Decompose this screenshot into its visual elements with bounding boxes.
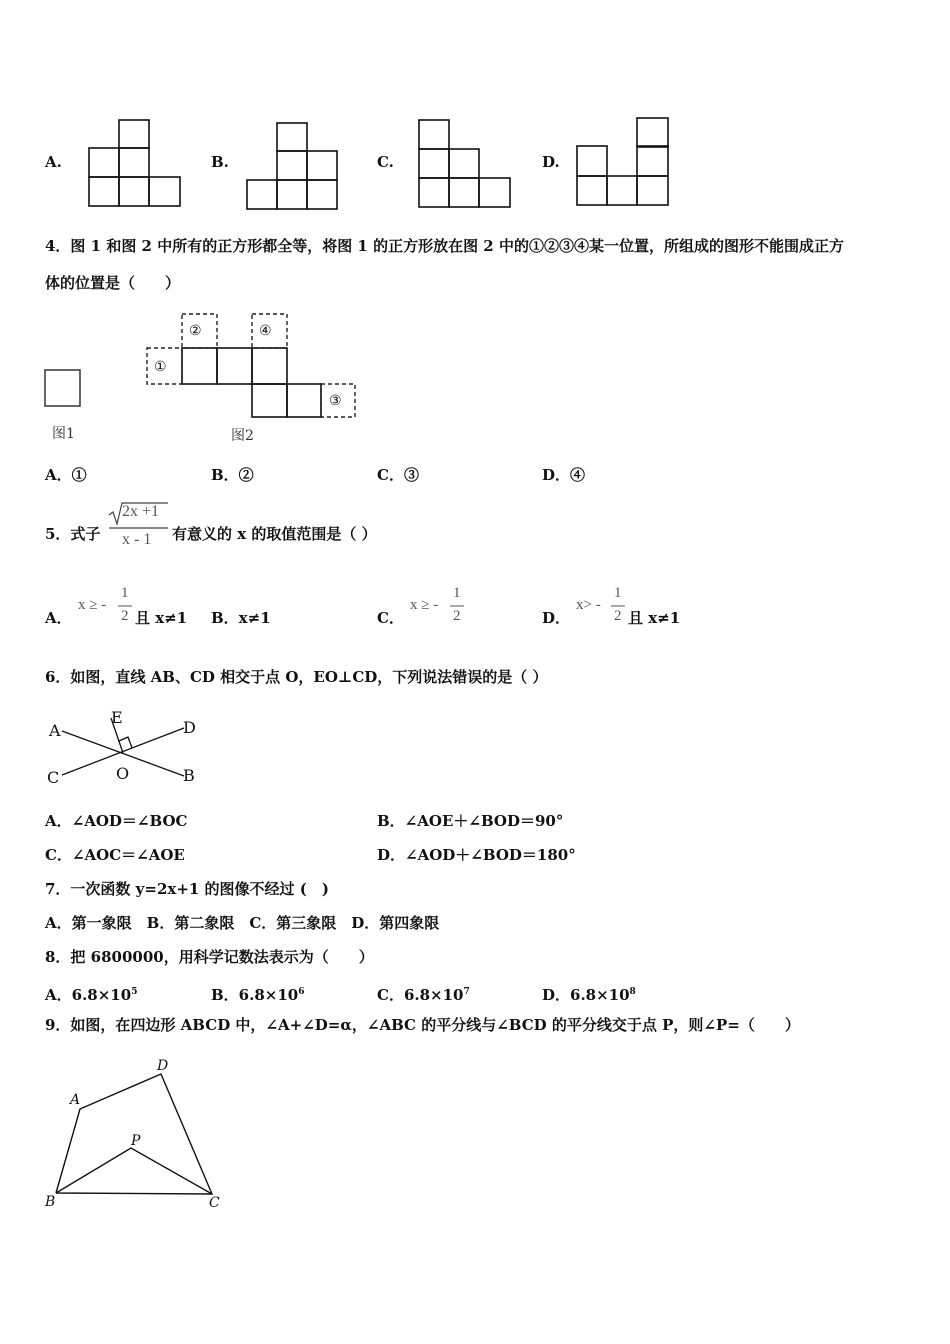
q5-option-a-bar xyxy=(118,605,134,607)
q5-option-a-label: A． xyxy=(45,609,72,627)
q9-point-p: P xyxy=(131,1133,141,1149)
q6-point-a: A xyxy=(49,721,61,740)
q6-stem: 6．如图，直线 AB、CD 相交于点 O，EO⊥CD，下列说法错误的是（ ） xyxy=(45,668,548,686)
q6-point-c: C xyxy=(47,768,60,787)
q8-option-d: D．$6.8\times 10^8$ xyxy=(542,986,636,1004)
q5-option-d-tail: 且 x≠1 xyxy=(628,609,681,627)
q4-stem-line2: 体的位置是（ ） xyxy=(45,274,181,292)
q4-option-a: A．① xyxy=(45,466,87,484)
q3-option-d-label: D. xyxy=(542,153,560,171)
q9-point-a: A xyxy=(70,1092,81,1108)
q3-figure-d xyxy=(575,117,671,209)
q7-stem: 7．一次函数 y=2x+1 的图像不经过 ( ) xyxy=(45,880,329,898)
q9-point-b: B xyxy=(45,1194,56,1210)
q8-stem: 8．把 6800000，用科学记数法表示为（ ） xyxy=(45,948,374,966)
q5-suffix: 有意义的 x 的取值范围是（ ） xyxy=(172,525,377,543)
q8-option-c: C．$6.8\times 10^7$ xyxy=(377,986,470,1004)
q4-figure-1-label: 图1 xyxy=(52,426,75,442)
q4-option-d: D．④ xyxy=(542,466,586,484)
q4-stem-line1: 4．图 1 和图 2 中所有的正方形都全等，将图 1 的正方形放在图 2 中的①②③④某一位置，所组成的图形不能围成正方 xyxy=(45,237,844,255)
q5-option-a-expr: x ≥ - xyxy=(78,597,107,613)
q3-figure-b xyxy=(245,121,340,213)
q5-option-d-bar xyxy=(611,605,627,607)
q4-marker-4: ④ xyxy=(259,323,272,339)
q7-options: A．第一象限 B．第二象限 C．第三象限 D．第四象限 xyxy=(45,914,440,932)
q5-option-b: B．x≠1 xyxy=(211,609,271,627)
q5-option-c-bar xyxy=(450,605,466,607)
q3-figure-c xyxy=(417,119,513,211)
q5-prefix: 5．式子 xyxy=(45,525,101,543)
q9-point-d: D xyxy=(157,1058,169,1074)
q5-option-c-den: 2 xyxy=(453,608,461,624)
q5-option-c-label: C． xyxy=(377,609,404,627)
q4-marker-3: ③ xyxy=(329,393,342,409)
q6-option-d: D．∠AOD＋∠BOD＝180° xyxy=(377,846,576,864)
q4-option-b: B．② xyxy=(211,466,254,484)
q8-option-b: B．$6.8\times 10^6$ xyxy=(211,986,305,1004)
q5-denominator: x - 1 xyxy=(122,531,152,548)
q5-option-c-expr: x ≥ - xyxy=(410,597,439,613)
q3-option-b-label: B. xyxy=(211,153,229,171)
q5-option-d-num: 1 xyxy=(614,585,622,601)
q6-option-b: B．∠AOE＋∠BOD＝90° xyxy=(377,812,564,830)
q5-option-a-num: 1 xyxy=(121,585,129,601)
q9-stem: 9．如图，在四边形 ABCD 中，∠A+∠D=α，∠ABC 的平分线与∠BCD 的平分线交于点 P，则∠P=（ ） xyxy=(45,1016,800,1034)
q6-option-c: C．∠AOC＝∠AOE xyxy=(45,846,185,864)
q5-option-a-tail: 且 x≠1 xyxy=(135,609,188,627)
q5-option-d-label: D． xyxy=(542,609,571,627)
q4-figure-2-label: 图2 xyxy=(231,428,254,444)
q9-point-c: C xyxy=(209,1195,220,1211)
q6-point-e: E xyxy=(111,708,123,727)
q5-option-a-den: 2 xyxy=(121,608,129,624)
q4-option-c: C．③ xyxy=(377,466,419,484)
q3-option-c-label: C. xyxy=(377,153,394,171)
q6-point-d: D xyxy=(183,718,196,737)
q5-numerator: 2x +1 xyxy=(122,503,160,520)
q6-point-b: B xyxy=(183,766,195,785)
q4-marker-2: ② xyxy=(189,323,202,339)
q5-option-d-den: 2 xyxy=(614,608,622,624)
q4-marker-1: ① xyxy=(154,359,167,375)
q3-figure-a xyxy=(88,118,183,210)
q3-option-a-label: A. xyxy=(45,153,62,171)
q6-option-a: A．∠AOD＝∠BOC xyxy=(45,812,188,830)
q8-option-a: A．$6.8\times 10^5$ xyxy=(45,986,138,1004)
q5-option-d-expr: x> - xyxy=(576,597,601,613)
q6-point-o: O xyxy=(116,764,130,783)
q5-option-c-num: 1 xyxy=(453,585,461,601)
